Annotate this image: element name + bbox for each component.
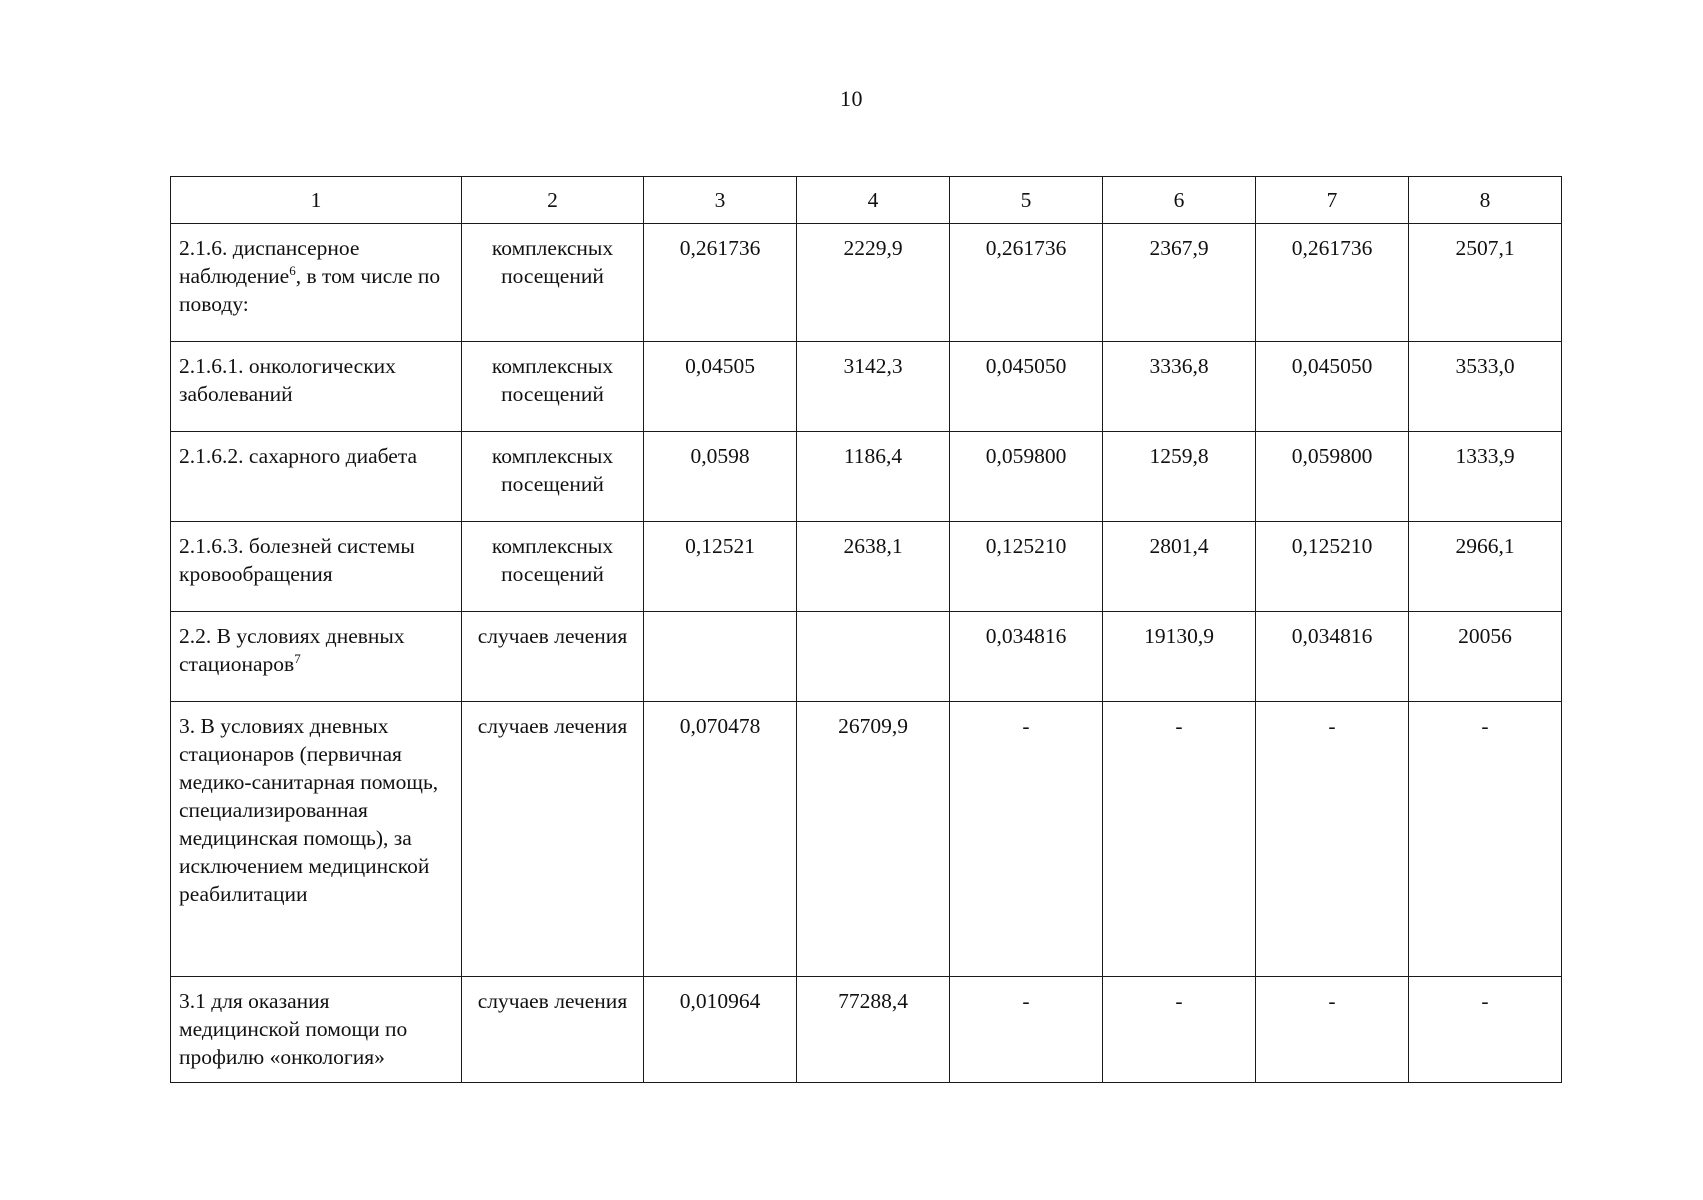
value-cell: 1186,4 (797, 432, 950, 522)
value-cell: 0,059800 (1256, 432, 1409, 522)
column-header: 6 (1103, 177, 1256, 224)
row-name: 2.1.6.3. болезней системы кровообращения (179, 534, 415, 586)
unit-cell: случаев лечения (462, 702, 644, 977)
value-cell: 0,261736 (644, 224, 797, 342)
value-cell: 1333,9 (1409, 432, 1562, 522)
value-cell: 0,125210 (950, 522, 1103, 612)
unit-cell: комплексных посещений (462, 224, 644, 342)
value-cell: 26709,9 (797, 702, 950, 977)
row-name: 2.1.6. диспансерное наблюдение (179, 236, 360, 288)
row-name-tail: , в том числе по поводу: (179, 264, 441, 316)
value-cell: 2507,1 (1409, 224, 1562, 342)
unit-cell: комплексных посещений (462, 342, 644, 432)
value-cell: 0,059800 (950, 432, 1103, 522)
value-cell: 0,261736 (1256, 224, 1409, 342)
row-name-cell (171, 612, 462, 702)
footnote-mark: 6 (289, 262, 296, 278)
value-cell: 20056 (1409, 612, 1562, 702)
value-cell: 19130,9 (1103, 612, 1256, 702)
column-header: 2 (462, 177, 644, 224)
table-header-row (171, 177, 1562, 224)
value-cell: 2638,1 (797, 522, 950, 612)
value-cell: - (950, 702, 1103, 977)
row-name: 3.1 для оказания медицинской помощи по профилю «онкология» (179, 989, 408, 1069)
value-cell: 2229,9 (797, 224, 950, 342)
row-name-cell (171, 977, 462, 1083)
value-cell: 0,125210 (1256, 522, 1409, 612)
value-cell: - (1103, 977, 1256, 1083)
value-cell: 2367,9 (1103, 224, 1256, 342)
data-table (170, 176, 1562, 1083)
row-name-cell (171, 342, 462, 432)
value-cell: - (1103, 702, 1256, 977)
unit-cell: комплексных посещений (462, 522, 644, 612)
value-cell: 2966,1 (1409, 522, 1562, 612)
row-name-cell (171, 432, 462, 522)
value-cell: 0,045050 (950, 342, 1103, 432)
column-header: 4 (797, 177, 950, 224)
table-row (171, 977, 1562, 1083)
unit-cell: случаев лечения (462, 977, 644, 1083)
value-cell: 0,045050 (1256, 342, 1409, 432)
unit-cell: комплексных посещений (462, 432, 644, 522)
value-cell: - (950, 977, 1103, 1083)
row-name-cell (171, 702, 462, 977)
row-name: 2.2. В условиях дневных стационаров (179, 624, 405, 676)
value-cell (797, 612, 950, 702)
value-cell: 3142,3 (797, 342, 950, 432)
value-cell: 0,010964 (644, 977, 797, 1083)
value-cell: 0,0598 (644, 432, 797, 522)
column-header: 8 (1409, 177, 1562, 224)
column-header: 7 (1256, 177, 1409, 224)
value-cell: 0,04505 (644, 342, 797, 432)
row-name: 3. В условиях дневных стационаров (первичная медико-санитарная помощь, специализированная медицинская помощь), за исключением медицинской реабилитации (179, 714, 439, 906)
value-cell: 0,034816 (1256, 612, 1409, 702)
value-cell: 0,12521 (644, 522, 797, 612)
footnote-mark: 7 (294, 650, 301, 666)
page-number: 10 (840, 86, 863, 111)
value-cell: 0,034816 (950, 612, 1103, 702)
value-cell: - (1256, 702, 1409, 977)
value-cell: 2801,4 (1103, 522, 1256, 612)
value-cell (644, 612, 797, 702)
value-cell: - (1256, 977, 1409, 1083)
table-row (171, 522, 1562, 612)
table-row (171, 702, 1562, 977)
row-name: 2.1.6.2. сахарного диабета (179, 444, 418, 468)
value-cell: - (1409, 702, 1562, 977)
value-cell: - (1409, 977, 1562, 1083)
value-cell: 0,070478 (644, 702, 797, 977)
value-cell: 3533,0 (1409, 342, 1562, 432)
value-cell: 1259,8 (1103, 432, 1256, 522)
value-cell: 3336,8 (1103, 342, 1256, 432)
column-header: 3 (644, 177, 797, 224)
column-header: 1 (171, 177, 462, 224)
row-name-cell (171, 224, 462, 342)
unit-cell: случаев лечения (462, 612, 644, 702)
row-name-cell (171, 522, 462, 612)
table-row (171, 432, 1562, 522)
value-cell: 77288,4 (797, 977, 950, 1083)
table-row (171, 342, 1562, 432)
row-name: 2.1.6.1. онкологических заболеваний (179, 354, 396, 406)
value-cell: 0,261736 (950, 224, 1103, 342)
table-row (171, 224, 1562, 342)
table-row (171, 612, 1562, 702)
column-header: 5 (950, 177, 1103, 224)
